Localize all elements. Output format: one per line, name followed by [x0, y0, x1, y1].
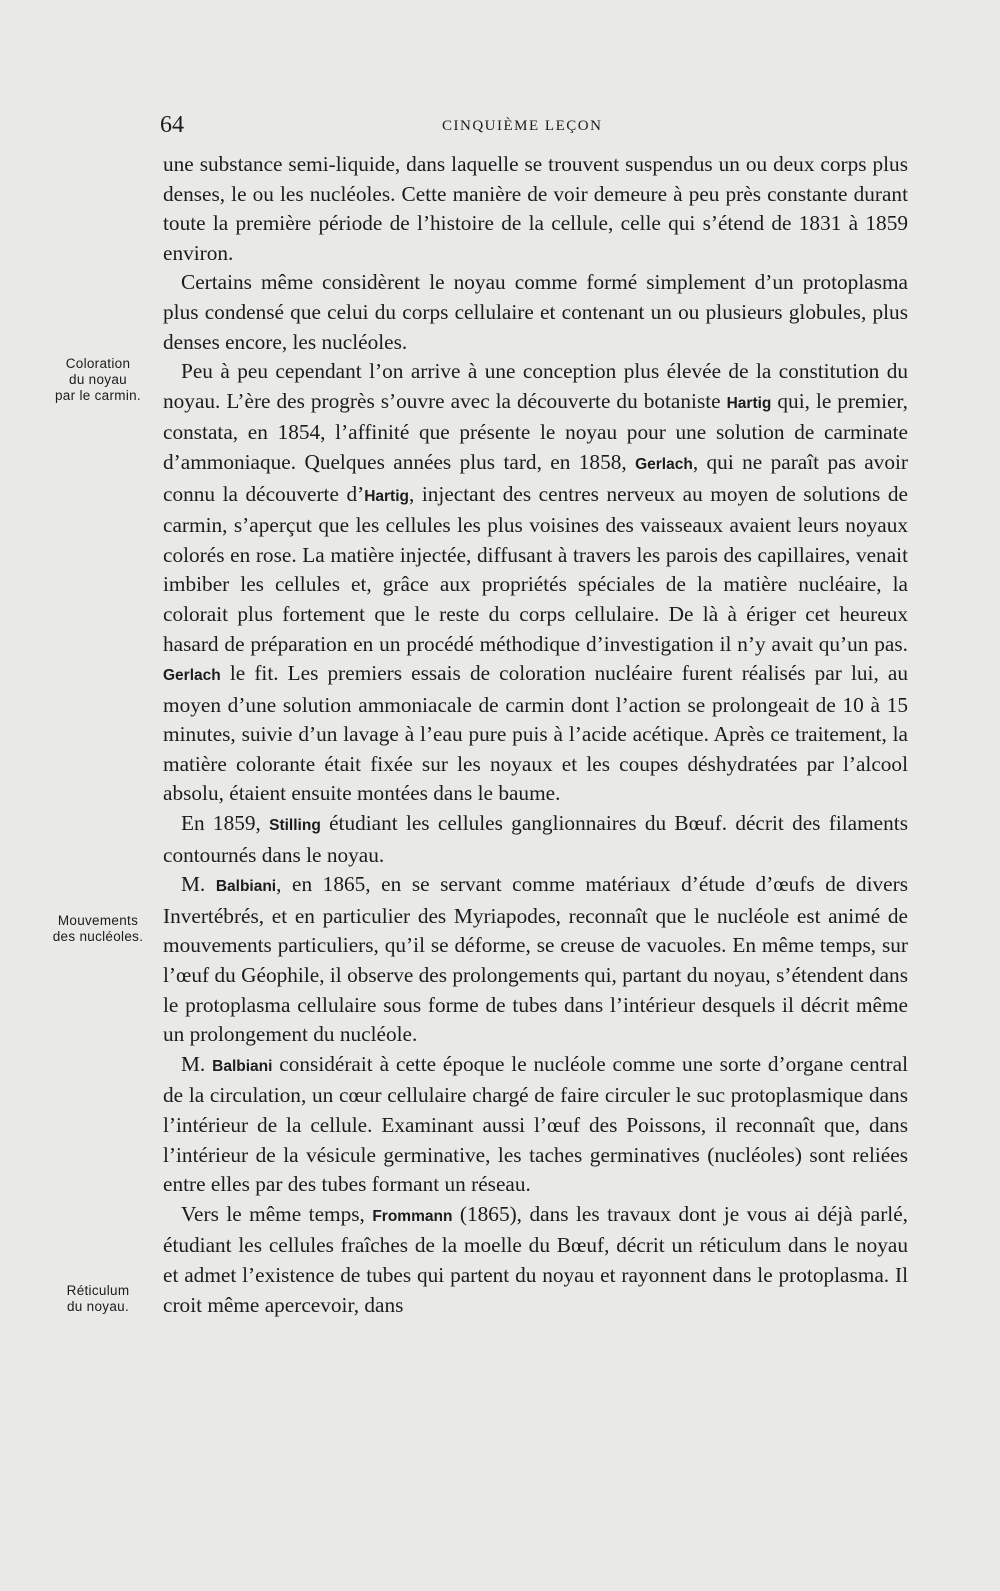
margin-note-coloration — [40, 356, 156, 404]
paragraph: une substance semi-liquide, dans laquelle se trouvent suspendus un ou deux corps plus denses, le ou les nucléoles. Cette manière de voir demeure à peu près constante durant toute la première période de l’histoire de la cellule, celle qui s’étend de 1831 à 1859 environ. — [163, 152, 908, 265]
page-number: 64 — [160, 112, 184, 138]
paragraph: Certains même considèrent le noyau comme formé simplement d’un protoplasma plus condensé que celui du corps cellulaire et contenant un ou plusieurs globules, plus denses encore, les nucléoles. — [163, 270, 908, 354]
author-name: Balbiani — [215, 878, 277, 896]
paragraph: Peu à peu cependant l’on arrive à une conception plus élevée de la constitution du noyau. L’ère des progrès s’ouvre avec la découverte du botaniste Hartig qui, le premier, constata, en 1854, l’affinité que présente le noyau pour une solution de carminate d’ammoniaque. Quelques années plus tard, en 1858, Gerlach, qui ne paraît pas avoir connu la découverte d’Hartig, injectant des centres nerveux au moyen de solutions de carmin, s’aperçut que les cellules les plus voisines des vaisseaux avaient leurs noyaux colorés en rose. La matière injectée, diffusant à travers les parois des capillaires, venait imbiber les cellules et, grâce aux propriétés spéciales de la matière nucléaire, la colorait plus fortement que le reste du corps cellulaire. De là à ériger cet heureux hasard de préparation en un procédé méthodique d’investigation il n’y avait qu’un pas. Gerlach le fit. Les premiers essais de coloration nucléaire furent réalisés par lui, au moyen d’une solution ammoniacale de carmin dont l’action se prolongeait de 10 à 15 minutes, suivie d’un lavage à l’eau pure puis à l’acide acétique. Après ce traitement, la matière colorante était fixée sur les noyaux et les coupes déshydratées par l’alcool absolu, étaient ensuite montées dans le baume. — [163, 359, 909, 806]
author-name: Hartig — [364, 487, 409, 505]
author-name: Gerlach — [163, 667, 221, 685]
margin-note-line: Mouvements — [57, 913, 139, 928]
margin-note-line: des nucléoles. — [52, 929, 144, 944]
running-title: CINQUIÈME LEÇON — [442, 118, 603, 134]
margin-note-line: Réticulum — [66, 1283, 130, 1298]
author-name: Hartig — [726, 394, 772, 412]
margin-note-reticulum — [40, 1283, 156, 1315]
page-header — [160, 112, 910, 142]
author-name: Stilling — [269, 817, 321, 835]
author-name: Balbiani — [212, 1057, 273, 1075]
margin-note-mouvements — [40, 913, 156, 945]
author-name: Frommann — [372, 1207, 453, 1225]
paragraph: M. Balbiani, en 1865, en se servant comme matériaux d’étude d’œufs de divers Invertébrés, et en particulier des Myriapodes, reconnaît que le nucléole est animé de mouvements particuliers, qu’il se déforme, se creuse de vacuoles. En même temps, sur l’œuf du Géophile, il observe des prolongements qui, partant du noyau, s’étendent dans le protoplasma cellulaire sous forme de tubes dans l’intérieur desquels il décrit même un prolongement du nucléole. — [163, 872, 908, 1047]
margin-note-line: du noyau. — [67, 1299, 129, 1314]
margin-note-line: par le carmin. — [55, 388, 141, 403]
author-name: Gerlach — [635, 455, 693, 473]
margin-note-line: du noyau — [69, 372, 127, 387]
paragraph: M. Balbiani considérait à cette époque le nucléole comme une sorte d’organe central de la circulation, un cœur cellulaire chargé de faire circuler le suc protoplasmique dans l’intérieur de la cellule. Examinant aussi l’œuf des Poissons, il reconnaît que, dans l’intérieur de la vésicule germinative, les taches germinatives (nucléoles) sont reliées entre elles par des tubes formant un réseau. — [163, 1051, 908, 1197]
margin-note-line: Coloration — [65, 356, 131, 371]
paragraph: Vers le même temps, Frommann (1865), dans les travaux dont je vous ai déjà parlé, étudiant les cellules fraîches de la moelle du Bœuf, décrit un réticulum dans le noyau et admet l’existence de tubes qui partent du noyau et rayonnent dans le protoplasma. Il croit même apercevoir, dans — [163, 1201, 909, 1317]
body-text — [163, 150, 908, 1320]
paragraph: En 1859, Stilling étudiant les cellules ganglionnaires du Bœuf. décrit des filaments contournés dans le noyau. — [163, 811, 908, 867]
